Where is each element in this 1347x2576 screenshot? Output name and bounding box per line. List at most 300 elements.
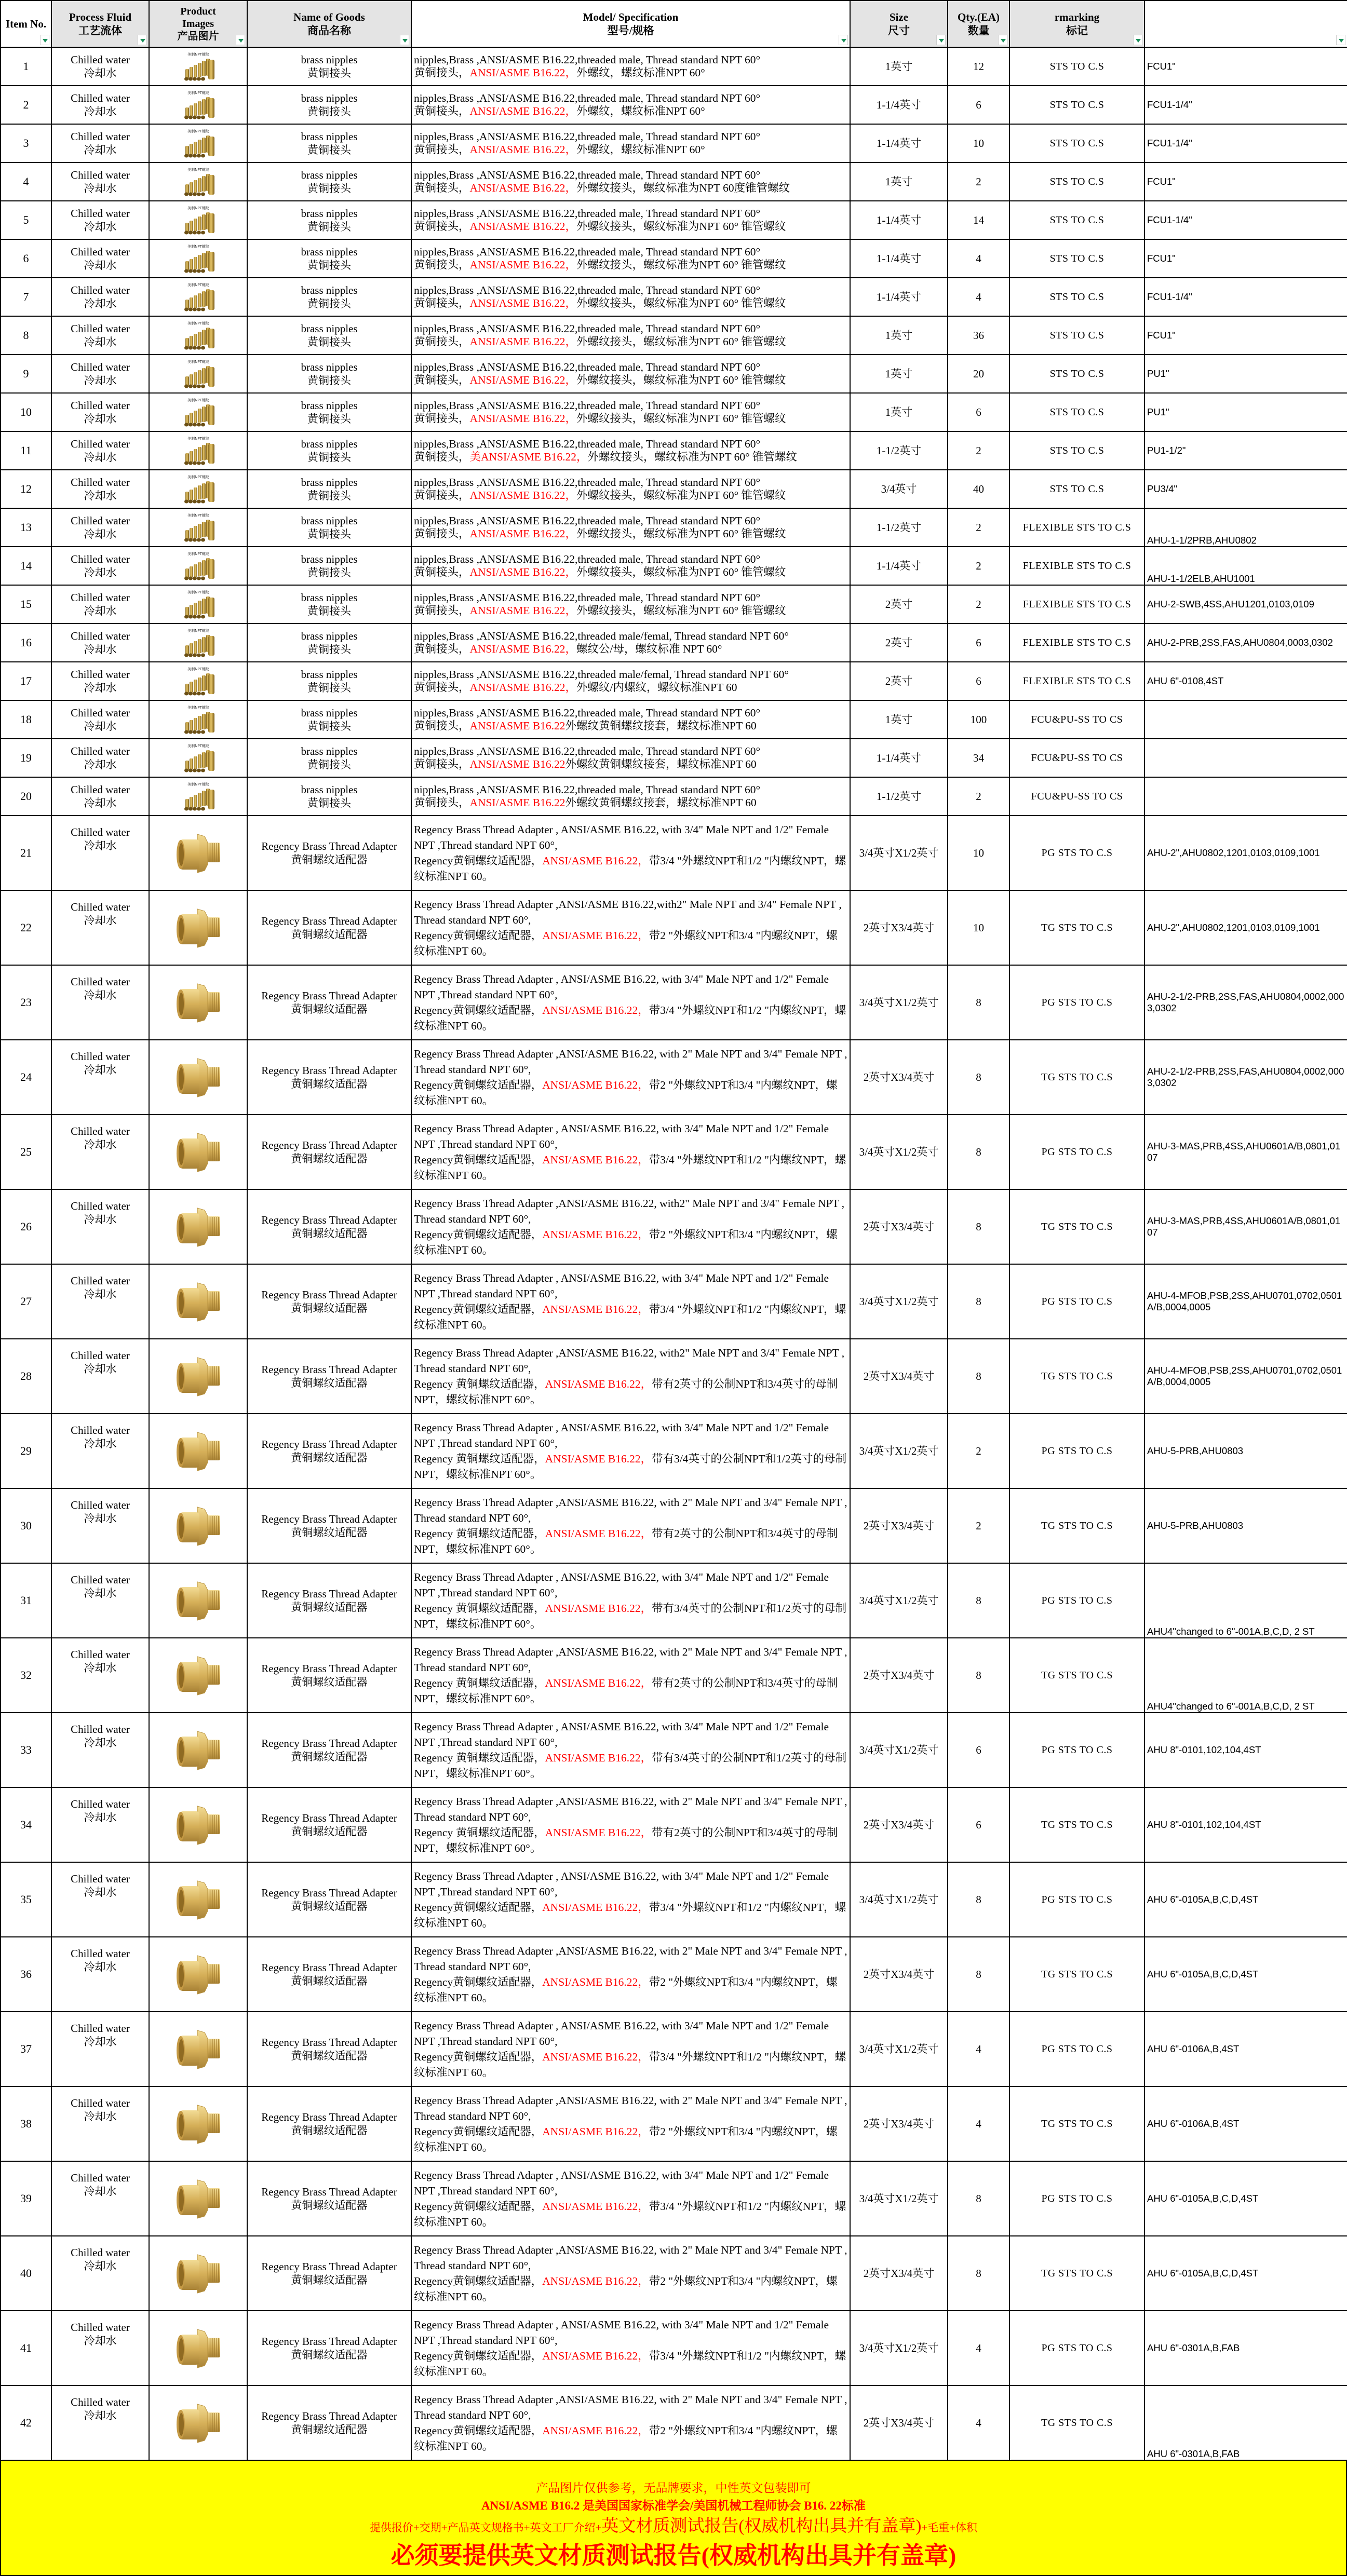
cell-product-image[interactable] [149,86,247,124]
cell-product-image[interactable] [149,316,247,355]
cell-product-image[interactable] [149,2385,247,2460]
cell-marking[interactable]: TG STS TO C.S [1009,1787,1144,1862]
cell-name-of-goods[interactable]: Regency Brass Thread Adapter 黄铜螺纹适配器 [247,1040,411,1115]
cell-specification[interactable]: nipples,Brass ,ANSI/ASME B16.22,threaded male, Thread standard NPT 60° 黄铜接头，ANSI/ASME B16.22外螺纹黄铜螺纹接套，螺纹标准NPT 60 [411,739,850,777]
table-row[interactable] [1,965,1347,1040]
cell-marking[interactable]: PG STS TO C.S [1009,1862,1144,1937]
cell-remark[interactable]: AHU4"changed to 6"-001A,B,C,D, 2 ST [1144,1563,1347,1638]
cell-remark[interactable]: AHU-2-1/2-PRB,2SS,FAS,AHU0804,0002,0003,0302 [1144,965,1347,1040]
cell-specification[interactable]: nipples,Brass ,ANSI/ASME B16.22,threaded male, Thread standard NPT 60° 黄铜接头，ANSI/ASME B16.22，外螺纹接头，螺纹标准为NPT 60° 锥管螺纹 [411,508,850,547]
cell-product-image[interactable] [149,585,247,623]
cell-name-of-goods[interactable]: brass nipples 黄铜接头 [247,355,411,393]
table-row[interactable] [1,700,1347,739]
cell-item-no[interactable]: 20 [1,777,51,816]
cell-process-fluid[interactable]: Chilled water 冷却水 [51,623,149,662]
cell-specification[interactable]: Regency Brass Thread Adapter , ANSI/ASME B16.22, with 3/4" Male NPT and 1/2" Female NPT ,Thread standard NPT 60°, Regency 黄铜螺纹适配器，ANSI/ASME B16.22，带有3/4英寸的公制NPT和1/2英寸的母制NPT，螺纹标准NPT 60°。 [411,1563,850,1638]
cell-process-fluid[interactable]: Chilled water 冷却水 [51,86,149,124]
cell-qty[interactable]: 6 [948,662,1009,700]
cell-specification[interactable]: nipples,Brass ,ANSI/ASME B16.22,threaded male, Thread standard NPT 60° 黄铜接头，ANSI/ASME B16.22，外螺纹接头，螺纹标准为NPT 60° 锥管螺纹 [411,201,850,239]
cell-specification[interactable]: Regency Brass Thread Adapter , ANSI/ASME B16.22, with 3/4" Male NPT and 1/2" Female NPT ,Thread standard NPT 60°, Regency黄铜螺纹适配器，ANSI/ASME B16.22，带3/4 "外螺纹NPT和1/2 "内螺纹NPT，螺纹标准NPT 60。 [411,1862,850,1937]
cell-remark[interactable]: AHU-1-1/2PRB,AHU0802 [1144,508,1347,547]
cell-process-fluid[interactable]: Chilled water 冷却水 [51,2012,149,2086]
cell-item-no[interactable]: 30 [1,1488,51,1563]
cell-specification[interactable]: nipples,Brass ,ANSI/ASME B16.22,threaded male, Thread standard NPT 60° 黄铜接头，ANSI/ASME B16.22，外螺纹，螺纹标准NPT 60° [411,86,850,124]
cell-size[interactable]: 2英寸X3/4英寸 [850,1040,948,1115]
cell-marking[interactable]: STS TO C.S [1009,239,1144,278]
cell-name-of-goods[interactable]: Regency Brass Thread Adapter 黄铜螺纹适配器 [247,1189,411,1264]
cell-qty[interactable]: 2 [948,1414,1009,1488]
cell-name-of-goods[interactable]: Regency Brass Thread Adapter 黄铜螺纹适配器 [247,1638,411,1713]
cell-item-no[interactable]: 39 [1,2161,51,2236]
cell-process-fluid[interactable]: Chilled water 冷却水 [51,1638,149,1713]
cell-name-of-goods[interactable]: Regency Brass Thread Adapter 黄铜螺纹适配器 [247,2385,411,2460]
cell-specification[interactable]: nipples,Brass ,ANSI/ASME B16.22,threaded male, Thread standard NPT 60° 黄铜接头，ANSI/ASME B16.22，外螺纹，螺纹标准NPT 60° [411,124,850,162]
cell-item-no[interactable]: 29 [1,1414,51,1488]
cell-specification[interactable]: Regency Brass Thread Adapter , ANSI/ASME B16.22, with 3/4" Male NPT and 1/2" Female NPT ,Thread standard NPT 60°, Regency黄铜螺纹适配器，ANSI/ASME B16.22，带3/4 "外螺纹NPT和1/2 "内螺纹NPT，螺纹标准NPT 60。 [411,2161,850,2236]
cell-name-of-goods[interactable]: brass nipples 黄铜接头 [247,547,411,585]
cell-specification[interactable]: Regency Brass Thread Adapter ,ANSI/ASME B16.22, with 2" Male NPT and 3/4" Female NPT , Thread standard NPT 60°, Regency黄铜螺纹适配器，ANSI/ASME B16.22，带2 "外螺纹NPT和3/4 "内螺纹NPT，螺纹标准NPT 60。 [411,2086,850,2161]
cell-remark[interactable] [1144,700,1347,739]
table-row[interactable] [1,1115,1347,1189]
cell-size[interactable]: 2英寸X3/4英寸 [850,2385,948,2460]
cell-process-fluid[interactable]: Chilled water 冷却水 [51,2161,149,2236]
cell-remark[interactable]: AHU 8"-0101,102,104,4ST [1144,1713,1347,1787]
cell-name-of-goods[interactable]: Regency Brass Thread Adapter 黄铜螺纹适配器 [247,1488,411,1563]
cell-name-of-goods[interactable]: brass nipples 黄铜接头 [247,777,411,816]
cell-remark[interactable] [1144,777,1347,816]
cell-qty[interactable]: 6 [948,86,1009,124]
cell-size[interactable]: 3/4英寸X1/2英寸 [850,2012,948,2086]
cell-size[interactable]: 3/4英寸X1/2英寸 [850,965,948,1040]
cell-qty[interactable]: 4 [948,2311,1009,2385]
cell-process-fluid[interactable]: Chilled water 冷却水 [51,393,149,431]
cell-product-image[interactable] [149,1563,247,1638]
cell-remark[interactable]: FCU1" [1144,316,1347,355]
cell-product-image[interactable] [149,1189,247,1264]
cell-size[interactable]: 3/4英寸X1/2英寸 [850,1264,948,1339]
cell-marking[interactable]: TG STS TO C.S [1009,2236,1144,2311]
cell-name-of-goods[interactable]: Regency Brass Thread Adapter 黄铜螺纹适配器 [247,2236,411,2311]
cell-qty[interactable]: 6 [948,1713,1009,1787]
table-row[interactable] [1,431,1347,470]
cell-process-fluid[interactable]: Chilled water 冷却水 [51,1189,149,1264]
table-row[interactable] [1,1040,1347,1115]
filter-dropdown-icon[interactable] [1133,35,1142,45]
cell-product-image[interactable] [149,2012,247,2086]
cell-qty[interactable]: 8 [948,965,1009,1040]
cell-specification[interactable]: Regency Brass Thread Adapter ,ANSI/ASME B16.22,with2" Male NPT and 3/4" Female NPT , Thread standard NPT 60°, Regency黄铜螺纹适配器，ANSI/ASME B16.22，带2 "外螺纹NPT和3/4 "内螺纹NPT，螺纹标准NPT 60。 [411,890,850,965]
cell-item-no[interactable]: 41 [1,2311,51,2385]
cell-specification[interactable]: nipples,Brass ,ANSI/ASME B16.22,threaded male, Thread standard NPT 60° 黄铜接头，ANSI/ASME B16.22，外螺纹接头，螺纹标准为NPT 60度锥管螺纹 [411,162,850,201]
cell-item-no[interactable]: 28 [1,1339,51,1414]
cell-product-image[interactable] [149,623,247,662]
cell-marking[interactable]: PG STS TO C.S [1009,816,1144,890]
cell-item-no[interactable]: 25 [1,1115,51,1189]
cell-name-of-goods[interactable]: brass nipples 黄铜接头 [247,239,411,278]
cell-marking[interactable]: FLEXIBLE STS TO C.S [1009,508,1144,547]
cell-remark[interactable]: AHU-5-PRB,AHU0803 [1144,1414,1347,1488]
cell-marking[interactable]: STS TO C.S [1009,86,1144,124]
cell-qty[interactable]: 2 [948,1488,1009,1563]
table-row[interactable] [1,393,1347,431]
cell-name-of-goods[interactable]: Regency Brass Thread Adapter 黄铜螺纹适配器 [247,2086,411,2161]
cell-specification[interactable]: Regency Brass Thread Adapter , ANSI/ASME B16.22, with 3/4" Male NPT and 1/2" Female NPT ,Thread standard NPT 60°, Regency 黄铜螺纹适配器，ANSI/ASME B16.22，带有3/4英寸的公制NPT和1/2英寸的母制NPT，螺纹标准NPT 60°。 [411,1414,850,1488]
cell-product-image[interactable] [149,816,247,890]
cell-remark[interactable]: PU3/4" [1144,470,1347,508]
cell-specification[interactable]: nipples,Brass ,ANSI/ASME B16.22,threaded male, Thread standard NPT 60° 黄铜接头，ANSI/ASME B16.22，外螺纹接头，螺纹标准为NPT 60° 锥管螺纹 [411,470,850,508]
cell-product-image[interactable] [149,547,247,585]
cell-name-of-goods[interactable]: brass nipples 黄铜接头 [247,162,411,201]
filter-dropdown-icon[interactable] [138,35,147,45]
cell-size[interactable]: 2英寸X3/4英寸 [850,1189,948,1264]
cell-size[interactable]: 2英寸 [850,623,948,662]
cell-remark[interactable]: AHU-2-SWB,4SS,AHU1201,0103,0109 [1144,585,1347,623]
cell-product-image[interactable] [149,890,247,965]
cell-item-no[interactable]: 2 [1,86,51,124]
cell-remark[interactable]: AHU-3-MAS,PRB,4SS,AHU0601A/B,0801,0107 [1144,1115,1347,1189]
cell-size[interactable]: 3/4英寸X1/2英寸 [850,816,948,890]
cell-marking[interactable]: TG STS TO C.S [1009,1040,1144,1115]
cell-process-fluid[interactable]: Chilled water 冷却水 [51,1862,149,1937]
cell-product-image[interactable] [149,1937,247,2012]
cell-item-no[interactable]: 15 [1,585,51,623]
cell-marking[interactable]: TG STS TO C.S [1009,2086,1144,2161]
cell-item-no[interactable]: 19 [1,739,51,777]
cell-qty[interactable]: 12 [948,47,1009,86]
cell-name-of-goods[interactable]: brass nipples 黄铜接头 [247,739,411,777]
cell-marking[interactable]: STS TO C.S [1009,47,1144,86]
cell-qty[interactable]: 2 [948,547,1009,585]
filter-dropdown-icon[interactable] [236,35,245,45]
cell-process-fluid[interactable]: Chilled water 冷却水 [51,201,149,239]
cell-product-image[interactable] [149,700,247,739]
cell-marking[interactable]: STS TO C.S [1009,316,1144,355]
cell-name-of-goods[interactable]: brass nipples 黄铜接头 [247,623,411,662]
cell-remark[interactable]: AHU-4-MFOB,PSB,2SS,AHU0701,0702,0501A/B,0004,0005 [1144,1339,1347,1414]
cell-name-of-goods[interactable]: brass nipples 黄铜接头 [247,124,411,162]
cell-qty[interactable]: 10 [948,816,1009,890]
cell-product-image[interactable] [149,278,247,316]
cell-size[interactable]: 1英寸 [850,316,948,355]
cell-qty[interactable]: 34 [948,739,1009,777]
cell-size[interactable]: 1-1/2英寸 [850,777,948,816]
cell-product-image[interactable] [149,777,247,816]
cell-product-image[interactable] [149,239,247,278]
cell-remark[interactable]: PU1" [1144,355,1347,393]
cell-product-image[interactable] [149,470,247,508]
cell-qty[interactable]: 10 [948,890,1009,965]
table-row[interactable] [1,47,1347,86]
cell-specification[interactable]: Regency Brass Thread Adapter ,ANSI/ASME B16.22, with 2" Male NPT and 3/4" Female NPT , Thread standard NPT 60°, Regency 黄铜螺纹适配器，ANSI/ASME B16.22，带有2英寸的公制NPT和3/4英寸的母制NPT，螺纹标准NPT 60°。 [411,1787,850,1862]
cell-name-of-goods[interactable]: Regency Brass Thread Adapter 黄铜螺纹适配器 [247,1713,411,1787]
table-row[interactable] [1,777,1347,816]
cell-size[interactable]: 3/4英寸X1/2英寸 [850,1414,948,1488]
table-row[interactable] [1,585,1347,623]
cell-item-no[interactable]: 6 [1,239,51,278]
cell-qty[interactable]: 2 [948,585,1009,623]
cell-specification[interactable]: Regency Brass Thread Adapter , ANSI/ASME B16.22, with 3/4" Male NPT and 1/2" Female NPT ,Thread standard NPT 60°, Regency黄铜螺纹适配器，ANSI/ASME B16.22，带3/4 "外螺纹NPT和1/2 "内螺纹NPT，螺纹标准NPT 60。 [411,1264,850,1339]
cell-specification[interactable]: Regency Brass Thread Adapter , ANSI/ASME B16.22, with 3/4" Male NPT and 1/2" Female NPT ,Thread standard NPT 60°, Regency黄铜螺纹适配器，ANSI/ASME B16.22，带3/4 "外螺纹NPT和1/2 "内螺纹NPT，螺纹标准NPT 60。 [411,1115,850,1189]
cell-name-of-goods[interactable]: brass nipples 黄铜接头 [247,201,411,239]
cell-remark[interactable]: FCU1" [1144,239,1347,278]
cell-name-of-goods[interactable]: brass nipples 黄铜接头 [247,316,411,355]
cell-qty[interactable]: 10 [948,124,1009,162]
cell-product-image[interactable] [149,1862,247,1937]
cell-process-fluid[interactable]: Chilled water 冷却水 [51,124,149,162]
cell-product-image[interactable] [149,124,247,162]
cell-product-image[interactable] [149,201,247,239]
cell-product-image[interactable] [149,1264,247,1339]
cell-size[interactable]: 3/4英寸 [850,470,948,508]
cell-name-of-goods[interactable]: brass nipples 黄铜接头 [247,508,411,547]
cell-item-no[interactable]: 21 [1,816,51,890]
cell-specification[interactable]: Regency Brass Thread Adapter ,ANSI/ASME B16.22, with2" Male NPT and 3/4" Female NPT , Thread standard NPT 60°, Regency黄铜螺纹适配器，ANSI/ASME B16.22，带2 "外螺纹NPT和3/4 "内螺纹NPT，螺纹标准NPT 60。 [411,1189,850,1264]
cell-process-fluid[interactable]: Chilled water 冷却水 [51,47,149,86]
cell-size[interactable]: 3/4英寸X1/2英寸 [850,2161,948,2236]
table-row[interactable] [1,1937,1347,2012]
cell-size[interactable]: 1-1/4英寸 [850,739,948,777]
cell-marking[interactable]: STS TO C.S [1009,431,1144,470]
cell-process-fluid[interactable]: Chilled water 冷却水 [51,162,149,201]
cell-size[interactable]: 1英寸 [850,393,948,431]
cell-process-fluid[interactable]: Chilled water 冷却水 [51,965,149,1040]
cell-item-no[interactable]: 40 [1,2236,51,2311]
cell-product-image[interactable] [149,2086,247,2161]
cell-qty[interactable]: 8 [948,1638,1009,1713]
cell-item-no[interactable]: 18 [1,700,51,739]
table-row[interactable] [1,2385,1347,2460]
cell-qty[interactable]: 6 [948,393,1009,431]
cell-specification[interactable]: nipples,Brass ,ANSI/ASME B16.22,threaded male, Thread standard NPT 60° 黄铜接头，ANSI/ASME B16.22，外螺纹接头，螺纹标准为NPT 60° 锥管螺纹 [411,355,850,393]
cell-process-fluid[interactable]: Chilled water 冷却水 [51,278,149,316]
cell-marking[interactable]: PG STS TO C.S [1009,1713,1144,1787]
cell-remark[interactable]: FCU1-1/4" [1144,201,1347,239]
cell-specification[interactable]: Regency Brass Thread Adapter ,ANSI/ASME B16.22, with 2" Male NPT and 3/4" Female NPT , Thread standard NPT 60°, Regency黄铜螺纹适配器，ANSI/ASME B16.22，带2 "外螺纹NPT和3/4 "内螺纹NPT，螺纹标准NPT 60。 [411,2385,850,2460]
cell-process-fluid[interactable]: Chilled water 冷却水 [51,431,149,470]
cell-marking[interactable]: TG STS TO C.S [1009,1638,1144,1713]
cell-size[interactable]: 2英寸X3/4英寸 [850,1787,948,1862]
table-row[interactable] [1,278,1347,316]
filter-dropdown-icon[interactable] [936,35,946,45]
cell-specification[interactable]: nipples,Brass ,ANSI/ASME B16.22,threaded male, Thread standard NPT 60° 黄铜接头，ANSI/ASME B16.22，外螺纹，螺纹标准NPT 60° [411,47,850,86]
cell-specification[interactable]: nipples,Brass ,ANSI/ASME B16.22,threaded male, Thread standard NPT 60° 黄铜接头，ANSI/ASME B16.22，外螺纹接头，螺纹标准为NPT 60° 锥管螺纹 [411,393,850,431]
cell-process-fluid[interactable]: Chilled water 冷却水 [51,890,149,965]
cell-specification[interactable]: nipples,Brass ,ANSI/ASME B16.22,threaded male, Thread standard NPT 60° 黄铜接头，ANSI/ASME B16.22，外螺纹接头，螺纹标准为NPT 60° 锥管螺纹 [411,585,850,623]
cell-size[interactable]: 2英寸X3/4英寸 [850,1488,948,1563]
cell-qty[interactable]: 40 [948,470,1009,508]
cell-specification[interactable]: nipples,Brass ,ANSI/ASME B16.22,threaded male, Thread standard NPT 60° 黄铜接头，ANSI/ASME B16.22外螺纹黄铜螺纹接套，螺纹标准NPT 60 [411,777,850,816]
cell-marking[interactable]: PG STS TO C.S [1009,2311,1144,2385]
cell-size[interactable]: 3/4英寸X1/2英寸 [850,1563,948,1638]
cell-marking[interactable]: STS TO C.S [1009,124,1144,162]
cell-remark[interactable]: FCU1" [1144,47,1347,86]
cell-product-image[interactable] [149,1787,247,1862]
cell-specification[interactable]: nipples,Brass ,ANSI/ASME B16.22,threaded male, Thread standard NPT 60° 黄铜接头，ANSI/ASME B16.22，外螺纹接头，螺纹标准为NPT 60° 锥管螺纹 [411,547,850,585]
cell-qty[interactable]: 8 [948,1189,1009,1264]
cell-qty[interactable]: 8 [948,1339,1009,1414]
cell-size[interactable]: 1-1/4英寸 [850,86,948,124]
cell-specification[interactable]: nipples,Brass ,ANSI/ASME B16.22,threaded male, Thread standard NPT 60° 黄铜接头，ANSI/ASME B16.22，外螺纹接头，螺纹标准为NPT 60° 锥管螺纹 [411,316,850,355]
cell-name-of-goods[interactable]: brass nipples 黄铜接头 [247,393,411,431]
cell-remark[interactable]: AHU-1-1/2ELB,AHU1001 [1144,547,1347,585]
cell-size[interactable]: 1英寸 [850,47,948,86]
cell-process-fluid[interactable]: Chilled water 冷却水 [51,547,149,585]
cell-marking[interactable]: PG STS TO C.S [1009,2161,1144,2236]
cell-specification[interactable]: Regency Brass Thread Adapter ,ANSI/ASME B16.22, with2" Male NPT and 3/4" Female NPT , Thread standard NPT 60°, Regency 黄铜螺纹适配器，ANSI/ASME B16.22，带有2英寸的公制NPT和3/4英寸的母制NPT，螺纹标准NPT 60°。 [411,1339,850,1414]
cell-marking[interactable]: PG STS TO C.S [1009,2012,1144,2086]
table-row[interactable] [1,470,1347,508]
cell-process-fluid[interactable]: Chilled water 冷却水 [51,2086,149,2161]
cell-size[interactable]: 2英寸 [850,585,948,623]
cell-process-fluid[interactable]: Chilled water 冷却水 [51,1040,149,1115]
cell-qty[interactable]: 14 [948,201,1009,239]
cell-item-no[interactable]: 22 [1,890,51,965]
cell-product-image[interactable] [149,1115,247,1189]
cell-process-fluid[interactable]: Chilled water 冷却水 [51,1713,149,1787]
cell-marking[interactable]: PG STS TO C.S [1009,1563,1144,1638]
cell-process-fluid[interactable]: Chilled water 冷却水 [51,1937,149,2012]
table-row[interactable] [1,316,1347,355]
cell-name-of-goods[interactable]: brass nipples 黄铜接头 [247,47,411,86]
cell-specification[interactable]: Regency Brass Thread Adapter ,ANSI/ASME B16.22, with 2" Male NPT and 3/4" Female NPT , Thread standard NPT 60°, Regency 黄铜螺纹适配器，ANSI/ASME B16.22，带有2英寸的公制NPT和3/4英寸的母制NPT，螺纹标准NPT 60°。 [411,1638,850,1713]
cell-remark[interactable]: PU1-1/2" [1144,431,1347,470]
cell-product-image[interactable] [149,965,247,1040]
cell-item-no[interactable]: 38 [1,2086,51,2161]
cell-marking[interactable]: STS TO C.S [1009,278,1144,316]
cell-remark[interactable]: AHU-4-MFOB,PSB,2SS,AHU0701,0702,0501A/B,0004,0005 [1144,1264,1347,1339]
cell-process-fluid[interactable]: Chilled water 冷却水 [51,585,149,623]
cell-size[interactable]: 1英寸 [850,162,948,201]
cell-process-fluid[interactable]: Chilled water 冷却水 [51,700,149,739]
table-row[interactable] [1,1264,1347,1339]
cell-name-of-goods[interactable]: Regency Brass Thread Adapter 黄铜螺纹适配器 [247,1414,411,1488]
cell-item-no[interactable]: 24 [1,1040,51,1115]
cell-product-image[interactable] [149,2161,247,2236]
cell-remark[interactable]: AHU 6"-0105A,B,C,D,4ST [1144,2161,1347,2236]
cell-specification[interactable]: nipples,Brass ,ANSI/ASME B16.22,threaded male/femal, Thread standard NPT 60° 黄铜接头，ANSI/ASME B16.22，外螺纹/内螺纹，螺纹标准NPT 60 [411,662,850,700]
cell-item-no[interactable]: 5 [1,201,51,239]
cell-item-no[interactable]: 35 [1,1862,51,1937]
cell-product-image[interactable] [149,1040,247,1115]
cell-marking[interactable]: FLEXIBLE STS TO C.S [1009,585,1144,623]
cell-name-of-goods[interactable]: brass nipples 黄铜接头 [247,431,411,470]
cell-size[interactable]: 1-1/2英寸 [850,508,948,547]
cell-specification[interactable]: Regency Brass Thread Adapter , ANSI/ASME B16.22, with 3/4" Male NPT and 1/2" Female NPT ,Thread standard NPT 60°, Regency 黄铜螺纹适配器，ANSI/ASME B16.22，带有3/4英寸的公制NPT和1/2英寸的母制NPT，螺纹标准NPT 60°。 [411,1713,850,1787]
cell-remark[interactable]: AHU-2-1/2-PRB,2SS,FAS,AHU0804,0002,0003,0302 [1144,1040,1347,1115]
table-row[interactable] [1,508,1347,547]
filter-dropdown-icon[interactable] [998,35,1007,45]
table-row[interactable] [1,1189,1347,1264]
table-row[interactable] [1,623,1347,662]
cell-qty[interactable]: 8 [948,1862,1009,1937]
cell-name-of-goods[interactable]: Regency Brass Thread Adapter 黄铜螺纹适配器 [247,1787,411,1862]
cell-size[interactable]: 2英寸X3/4英寸 [850,2236,948,2311]
cell-qty[interactable]: 2 [948,431,1009,470]
table-row[interactable] [1,1414,1347,1488]
cell-remark[interactable] [1144,739,1347,777]
cell-qty[interactable]: 8 [948,1040,1009,1115]
cell-product-image[interactable] [149,47,247,86]
cell-size[interactable]: 2英寸X3/4英寸 [850,1937,948,2012]
cell-size[interactable]: 1-1/4英寸 [850,124,948,162]
cell-size[interactable]: 2英寸X3/4英寸 [850,2086,948,2161]
cell-product-image[interactable] [149,1713,247,1787]
cell-remark[interactable]: AHU 8"-0101,102,104,4ST [1144,1787,1347,1862]
cell-remark[interactable]: AHU 6"-0301A,B,FAB [1144,2311,1347,2385]
cell-specification[interactable]: Regency Brass Thread Adapter ,ANSI/ASME B16.22, with 2" Male NPT and 3/4" Female NPT , Thread standard NPT 60°, Regency黄铜螺纹适配器，ANSI/ASME B16.22，带2 "外螺纹NPT和3/4 "内螺纹NPT，螺纹标准NPT 60。 [411,1040,850,1115]
cell-specification[interactable]: Regency Brass Thread Adapter ,ANSI/ASME B16.22, with 2" Male NPT and 3/4" Female NPT , Thread standard NPT 60°, Regency黄铜螺纹适配器，ANSI/ASME B16.22，带2 "外螺纹NPT和3/4 "内螺纹NPT，螺纹标准NPT 60。 [411,2236,850,2311]
cell-item-no[interactable]: 36 [1,1937,51,2012]
cell-item-no[interactable]: 37 [1,2012,51,2086]
cell-process-fluid[interactable]: Chilled water 冷却水 [51,470,149,508]
cell-size[interactable]: 1-1/4英寸 [850,278,948,316]
cell-name-of-goods[interactable]: Regency Brass Thread Adapter 黄铜螺纹适配器 [247,1115,411,1189]
cell-name-of-goods[interactable]: brass nipples 黄铜接头 [247,470,411,508]
table-row[interactable] [1,1862,1347,1937]
cell-size[interactable]: 1-1/4英寸 [850,201,948,239]
table-row[interactable] [1,355,1347,393]
cell-marking[interactable]: STS TO C.S [1009,355,1144,393]
table-row[interactable] [1,739,1347,777]
cell-name-of-goods[interactable]: brass nipples 黄铜接头 [247,86,411,124]
cell-name-of-goods[interactable]: Regency Brass Thread Adapter 黄铜螺纹适配器 [247,1937,411,2012]
table-row[interactable] [1,890,1347,965]
cell-qty[interactable]: 8 [948,2161,1009,2236]
cell-item-no[interactable]: 17 [1,662,51,700]
table-row[interactable] [1,1638,1347,1713]
cell-marking[interactable]: STS TO C.S [1009,393,1144,431]
cell-item-no[interactable]: 33 [1,1713,51,1787]
cell-remark[interactable]: FCU1-1/4" [1144,124,1347,162]
cell-item-no[interactable]: 8 [1,316,51,355]
cell-qty[interactable]: 8 [948,1937,1009,2012]
cell-qty[interactable]: 6 [948,1787,1009,1862]
cell-remark[interactable]: AHU4"changed to 6"-001A,B,C,D, 2 ST [1144,1638,1347,1713]
cell-name-of-goods[interactable]: Regency Brass Thread Adapter 黄铜螺纹适配器 [247,965,411,1040]
cell-marking[interactable]: TG STS TO C.S [1009,1488,1144,1563]
cell-qty[interactable]: 8 [948,2236,1009,2311]
cell-specification[interactable]: Regency Brass Thread Adapter , ANSI/ASME B16.22, with 3/4" Male NPT and 1/2" Female NPT ,Thread standard NPT 60°, Regency黄铜螺纹适配器，ANSI/ASME B16.22，带3/4 "外螺纹NPT和1/2 "内螺纹NPT，螺纹标准NPT 60。 [411,2012,850,2086]
cell-item-no[interactable]: 26 [1,1189,51,1264]
cell-name-of-goods[interactable]: brass nipples 黄铜接头 [247,278,411,316]
cell-qty[interactable]: 4 [948,2086,1009,2161]
cell-process-fluid[interactable]: Chilled water 冷却水 [51,1488,149,1563]
filter-dropdown-icon[interactable] [40,35,49,45]
cell-item-no[interactable]: 27 [1,1264,51,1339]
table-row[interactable] [1,162,1347,201]
table-row[interactable] [1,86,1347,124]
cell-item-no[interactable]: 9 [1,355,51,393]
table-row[interactable] [1,816,1347,890]
cell-process-fluid[interactable]: Chilled water 冷却水 [51,508,149,547]
cell-remark[interactable]: FCU1" [1144,162,1347,201]
cell-qty[interactable]: 4 [948,278,1009,316]
cell-remark[interactable]: AHU-2-PRB,2SS,FAS,AHU0804,0003,0302 [1144,623,1347,662]
cell-product-image[interactable] [149,355,247,393]
table-row[interactable] [1,2086,1347,2161]
table-row[interactable] [1,662,1347,700]
cell-qty[interactable]: 8 [948,1115,1009,1189]
cell-product-image[interactable] [149,739,247,777]
cell-size[interactable]: 1-1/4英寸 [850,547,948,585]
cell-remark[interactable]: FCU1-1/4" [1144,86,1347,124]
filter-dropdown-icon[interactable] [400,35,409,45]
cell-item-no[interactable]: 10 [1,393,51,431]
cell-process-fluid[interactable]: Chilled water 冷却水 [51,1339,149,1414]
cell-item-no[interactable]: 11 [1,431,51,470]
cell-process-fluid[interactable]: Chilled water 冷却水 [51,1787,149,1862]
cell-process-fluid[interactable]: Chilled water 冷却水 [51,1414,149,1488]
